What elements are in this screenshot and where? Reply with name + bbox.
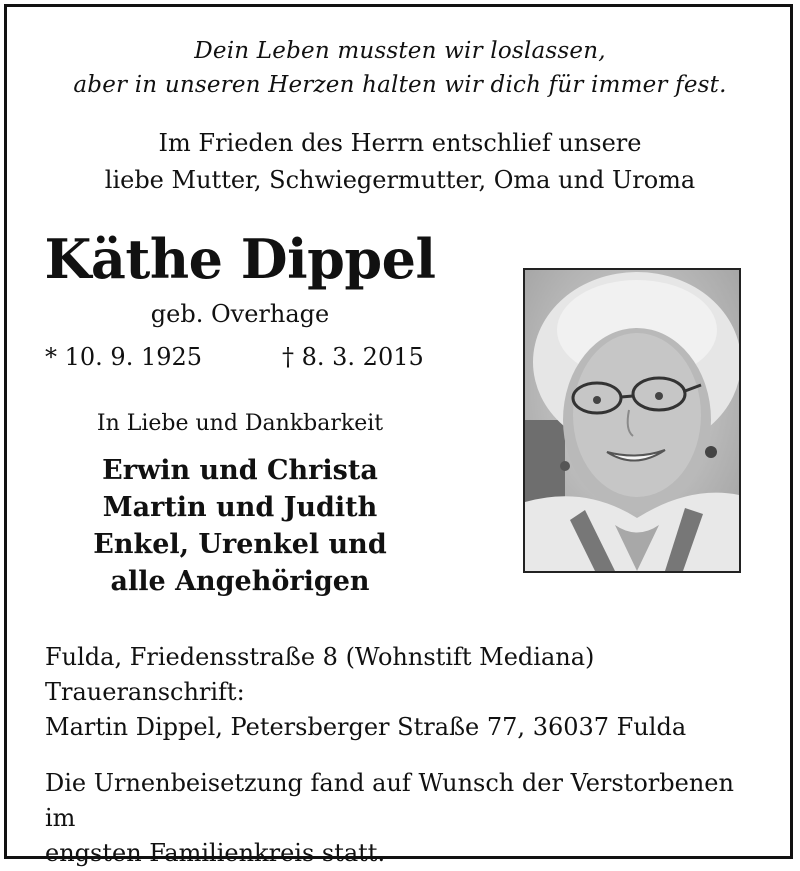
motto-line-2: aber in unseren Herzen halten wir dich für immer fest. xyxy=(73,72,727,98)
mourning-address-label: Traueranschrift: xyxy=(45,678,245,706)
intro-line-1: Im Frieden des Herrn entschlief unsere xyxy=(158,129,642,157)
mourner-line: alle Angehörigen xyxy=(110,566,370,597)
mourner-line: Martin und Judith xyxy=(102,492,378,523)
mourners-names xyxy=(0,452,480,600)
motto-line-1: Dein Leben mussten wir loslassen, xyxy=(194,38,606,64)
address-block xyxy=(45,640,686,745)
mourner-line: Erwin und Christa xyxy=(102,455,378,486)
mourner-line: Enkel, Urenkel und xyxy=(93,529,387,560)
mourning-address: Martin Dippel, Petersberger Straße 77, 36037 Fulda xyxy=(45,713,687,741)
maiden-name: geb. Overhage xyxy=(150,300,330,328)
motto xyxy=(0,34,800,102)
portrait-photo xyxy=(523,268,741,573)
burial-note xyxy=(45,766,765,871)
mourners-intro: In Liebe und Dankbarkeit xyxy=(96,411,384,436)
burial-note-line-1: Die Urnenbeisetzung fand auf Wunsch der Verstorbenen im xyxy=(45,769,734,832)
death-date: † 8. 3. 2015 xyxy=(282,343,424,371)
burial-note-line-2: engsten Familienkreis statt. xyxy=(45,839,386,867)
intro-text xyxy=(0,125,800,199)
deceased-name: Käthe Dippel xyxy=(44,227,436,291)
intro-line-2: liebe Mutter, Schwiegermutter, Oma und Uroma xyxy=(104,166,696,194)
residence-line: Fulda, Friedensstraße 8 (Wohnstift Mediana) xyxy=(45,643,595,671)
birth-date: * 10. 9. 1925 xyxy=(45,343,203,371)
